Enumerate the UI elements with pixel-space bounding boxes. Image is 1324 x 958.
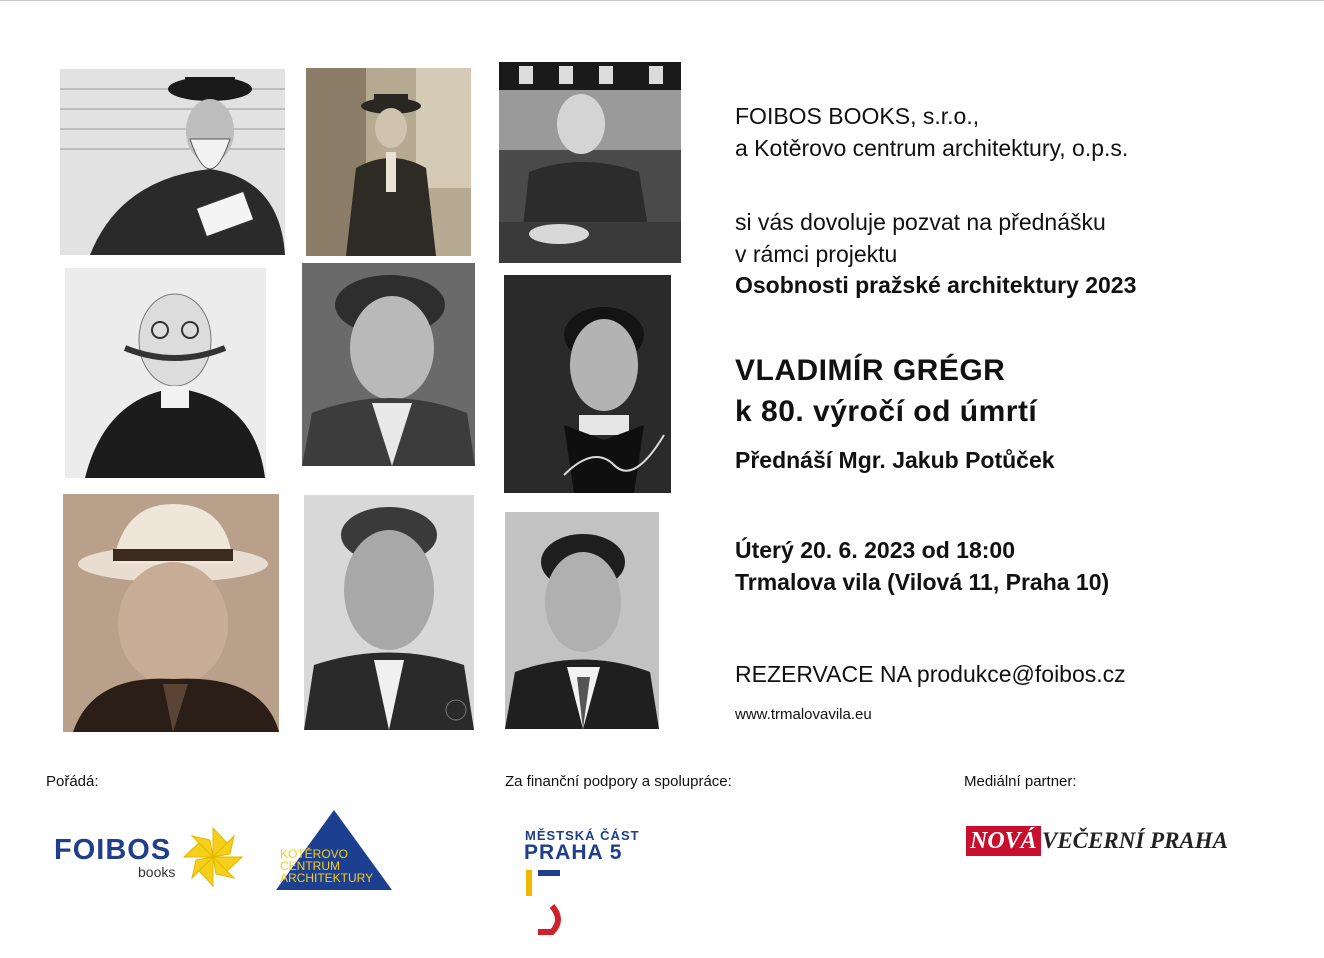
koterovo-line-3: ARCHITEKTURY	[280, 871, 374, 885]
organizer-label: Pořádá:	[46, 773, 99, 790]
portrait-signature-icon	[504, 275, 671, 493]
portrait-fedora-icon	[63, 494, 279, 732]
subject-name: VLADIMÍR GRÉGR	[735, 354, 1006, 387]
portrait-young-suit-icon	[505, 512, 659, 729]
portrait-drawn-moustache-icon	[65, 268, 266, 478]
support-label: Za finanční podpory a spolupráce:	[505, 773, 732, 790]
praha5-logo	[524, 828, 644, 938]
nova-vecerni-praha-logo	[966, 826, 1234, 858]
koterovo-line-1: KOTĚROVO	[280, 847, 349, 861]
praha5-line-2: PRAHA 5	[524, 841, 623, 864]
foibos-logo-subtext: books	[138, 864, 176, 880]
foibos-logo-text: FOIBOS	[54, 834, 172, 866]
website-link[interactable]: www.trmalovavila.eu	[735, 706, 872, 723]
reservation-contact[interactable]: REZERVACE NA produkce@foibos.cz	[735, 661, 1126, 687]
portrait-older-suit-icon	[304, 495, 474, 730]
praha5-emblem-icon	[524, 868, 564, 936]
praha5-line-1: MĚSTSKÁ ČÁST	[525, 828, 640, 843]
portrait-desk-man-icon	[499, 62, 681, 263]
koterovo-logo	[276, 810, 392, 892]
project-name: Osobnosti pražské architektury 2023	[735, 272, 1137, 298]
top-border-line	[0, 0, 1324, 1]
nvp-nova-text: NOVÁ	[966, 826, 1041, 856]
portrait-hat-man-icon	[306, 68, 471, 256]
portrait-grey-hair-icon	[302, 263, 475, 466]
event-venue: Trmalova vila (Vilová 11, Praha 10)	[735, 569, 1110, 595]
nvp-title-text: VEČERNÍ PRAHA	[1042, 828, 1228, 853]
invite-line-1: si vás dovoluje pozvat na přednášku	[735, 209, 1106, 235]
organizer-line-2: a Kotěrovo centrum architektury, o.p.s.	[735, 135, 1129, 161]
foibos-books-logo	[52, 822, 247, 892]
organizer-line-1: FOIBOS BOOKS, s.r.o.,	[735, 103, 980, 129]
media-partner-label: Mediální partner:	[964, 773, 1077, 790]
portrait-engraving-icon	[60, 69, 285, 255]
pinwheel-icon	[182, 826, 244, 888]
subject-anniversary: k 80. výročí od úmrtí	[735, 395, 1038, 428]
lecturer: Přednáší Mgr. Jakub Potůček	[735, 447, 1055, 473]
invite-line-2: v rámci projektu	[735, 241, 898, 267]
event-date-time: Úterý 20. 6. 2023 od 18:00	[735, 537, 1015, 563]
koterovo-line-2: CENTRUM	[280, 859, 340, 873]
